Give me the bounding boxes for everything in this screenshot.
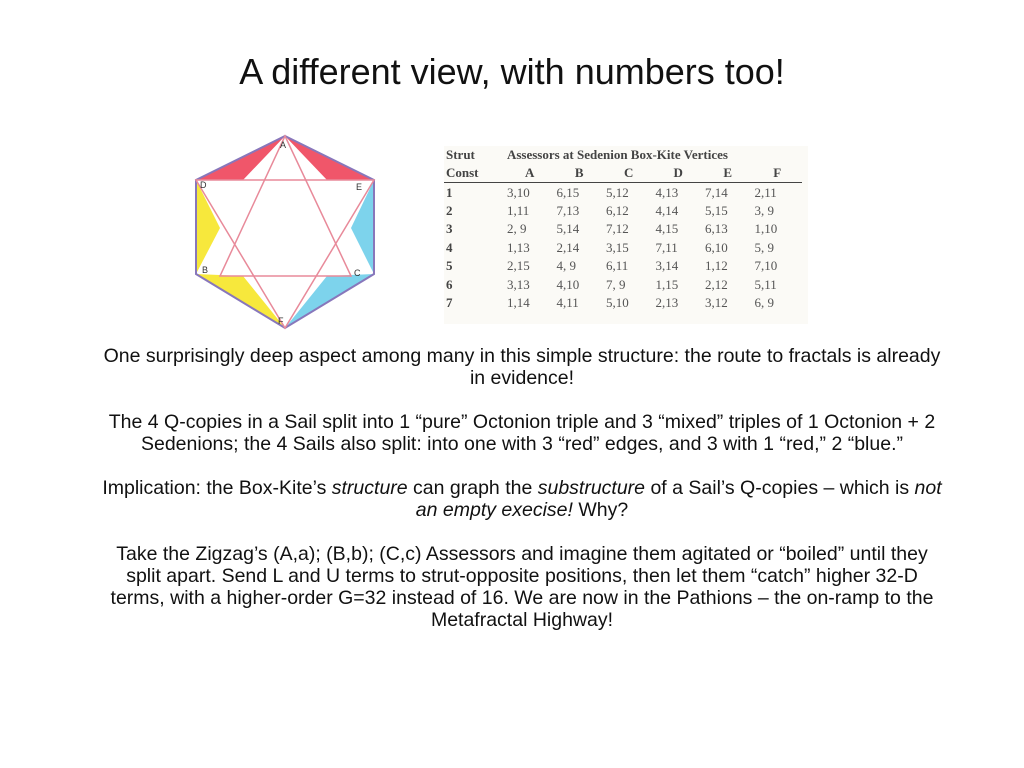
vertex-label-f: F — [278, 316, 284, 326]
table-cell-assessor: 4,13 — [655, 184, 679, 200]
paragraph-zigzag: Take the Zigzag’s (A,a); (B,b); (C,c) Assessors and imagine them agitated or “boiled” until they split apart. Send L and U terms to strut-opposite positions, then let them “catch” higher 32-D terms, with a higher-order G=32 instead of 16. We are now in the Pathions – the on-ramp to the Metafractal Highway! — [110, 543, 934, 631]
table-cell-assessor: 2,13 — [655, 294, 679, 310]
vertex-label-a: A — [280, 140, 287, 150]
table-cell-assessor: 1,14 — [506, 294, 530, 310]
table-cell-assessor: 6,11 — [605, 258, 629, 274]
box-kite-diagram — [188, 128, 382, 336]
table-cell-assessor: 3,13 — [506, 276, 530, 292]
table-cell-strut-const: 4 — [446, 239, 453, 255]
table-header-assessors: Assessors at Sedenion Box-Kite Vertices — [506, 147, 728, 162]
sail-blue-upper — [351, 180, 374, 274]
table-cell-assessor: 2,11 — [754, 184, 777, 200]
table-cell-assessor: 4, 9 — [556, 258, 576, 274]
table-header-e: E — [703, 164, 753, 183]
table-cell-strut-const: 1 — [446, 184, 453, 200]
table-cell-assessor: 7,10 — [754, 258, 778, 274]
implication-text-2: can graph the — [407, 477, 538, 499]
table-row — [444, 275, 802, 293]
strut-table — [444, 146, 802, 312]
sail-yellow-upper — [196, 180, 220, 274]
table-header-d: D — [653, 164, 703, 183]
table-row — [444, 183, 802, 202]
implication-text-4: Why? — [572, 499, 629, 521]
table-cell-assessor: 3, 9 — [754, 202, 774, 218]
table-cell-assessor: 7,14 — [704, 184, 728, 200]
table-cell-assessor: 1,10 — [754, 221, 778, 237]
table-cell-assessor: 3,10 — [506, 184, 530, 200]
implication-emphasis-substructure: substructure — [537, 477, 646, 499]
table-cell-strut-const: 6 — [446, 276, 453, 292]
vertex-label-c: C — [354, 268, 361, 278]
implication-emphasis-not-empty: not an empty execise! — [415, 477, 942, 521]
paragraph-fractals: One surprisingly deep aspect among many in this simple structure: the route to fractals is already in evidence! — [103, 345, 941, 389]
implication-text-1: Implication: the Box-Kite’s — [102, 477, 332, 499]
table-header-const: Const — [444, 164, 505, 183]
table-cell-assessor: 5,10 — [605, 294, 629, 310]
table-header-strut: Strut — [446, 147, 475, 162]
table-row — [444, 220, 802, 238]
table-cell-assessor: 6,10 — [704, 239, 728, 255]
table-header-f: F — [752, 164, 802, 183]
table-cell-assessor: 6,15 — [556, 184, 580, 200]
table-row — [444, 294, 802, 312]
table-cell-assessor: 7, 9 — [605, 276, 626, 292]
table-cell-assessor: 4,15 — [655, 221, 679, 237]
table-header-row-2 — [444, 164, 802, 183]
body-text — [100, 345, 944, 653]
table-cell-assessor: 4,14 — [655, 202, 679, 218]
table-header-row-1 — [444, 146, 802, 164]
table-cell-strut-const: 7 — [446, 294, 453, 310]
table-body — [444, 183, 802, 312]
table-cell-strut-const: 5 — [446, 258, 453, 274]
table-cell-assessor: 7,11 — [655, 239, 678, 255]
table-row — [444, 239, 802, 257]
table-cell-assessor: 7,12 — [605, 221, 629, 237]
vertex-label-e: E — [356, 182, 363, 192]
table-cell-assessor: 3,14 — [655, 258, 679, 274]
table-cell-assessor: 2,14 — [556, 239, 580, 255]
table-cell-assessor: 3,15 — [605, 239, 629, 255]
table-cell-assessor: 6, 9 — [754, 294, 774, 310]
table-cell-assessor: 2,15 — [506, 258, 530, 274]
table-cell-assessor: 5, 9 — [754, 239, 774, 255]
table-cell-assessor: 4,11 — [556, 294, 579, 310]
paragraph-q-copies: The 4 Q-copies in a Sail split into 1 “pure” Octonion triple and 3 “mixed” triples of 1 Octonion + 2 Sedenions; the 4 Sails also split: into one with 3 “red” edges, and 3 with 1 “red,” 2 “blue.” — [108, 411, 936, 455]
table-cell-assessor: 6,12 — [605, 202, 629, 218]
table-header-a: A — [505, 164, 555, 183]
table-cell-assessor: 1,12 — [704, 258, 728, 274]
table-cell-assessor: 5,15 — [704, 202, 728, 218]
hexagon-outline — [196, 136, 374, 328]
table-cell-strut-const: 2 — [446, 202, 453, 218]
table-cell-assessor: 7,13 — [556, 202, 580, 218]
table-cell-assessor: 4,10 — [556, 276, 580, 292]
table-cell-assessor: 2,12 — [704, 276, 728, 292]
table-cell-assessor: 1,15 — [655, 276, 679, 292]
vertex-label-d: D — [200, 180, 207, 190]
star-triangle-down — [196, 180, 374, 328]
table-row — [444, 202, 802, 220]
vertex-label-b: B — [202, 265, 209, 275]
implication-emphasis-structure: structure — [331, 477, 408, 499]
table-cell-assessor: 3,12 — [704, 294, 728, 310]
table-cell-assessor: 2, 9 — [506, 221, 527, 237]
slide-title: A different view, with numbers too! — [239, 51, 785, 92]
table-cell-assessor: 5,14 — [556, 221, 580, 237]
table-cell-assessor: 6,13 — [704, 221, 728, 237]
star-triangle-up — [220, 136, 351, 276]
paragraph-implication — [100, 477, 944, 521]
table-cell-assessor: 1,13 — [506, 239, 530, 255]
table-header-b: B — [554, 164, 604, 183]
implication-text-3: of a Sail’s Q-copies – which is — [645, 477, 915, 499]
table-cell-assessor: 5,11 — [754, 276, 777, 292]
table-cell-assessor: 5,12 — [605, 184, 629, 200]
table-cell-strut-const: 3 — [446, 221, 453, 237]
table-cell-assessor: 1,11 — [506, 202, 530, 218]
table-row — [444, 257, 802, 275]
table-header-c: C — [604, 164, 654, 183]
strut-table-image — [444, 146, 808, 324]
